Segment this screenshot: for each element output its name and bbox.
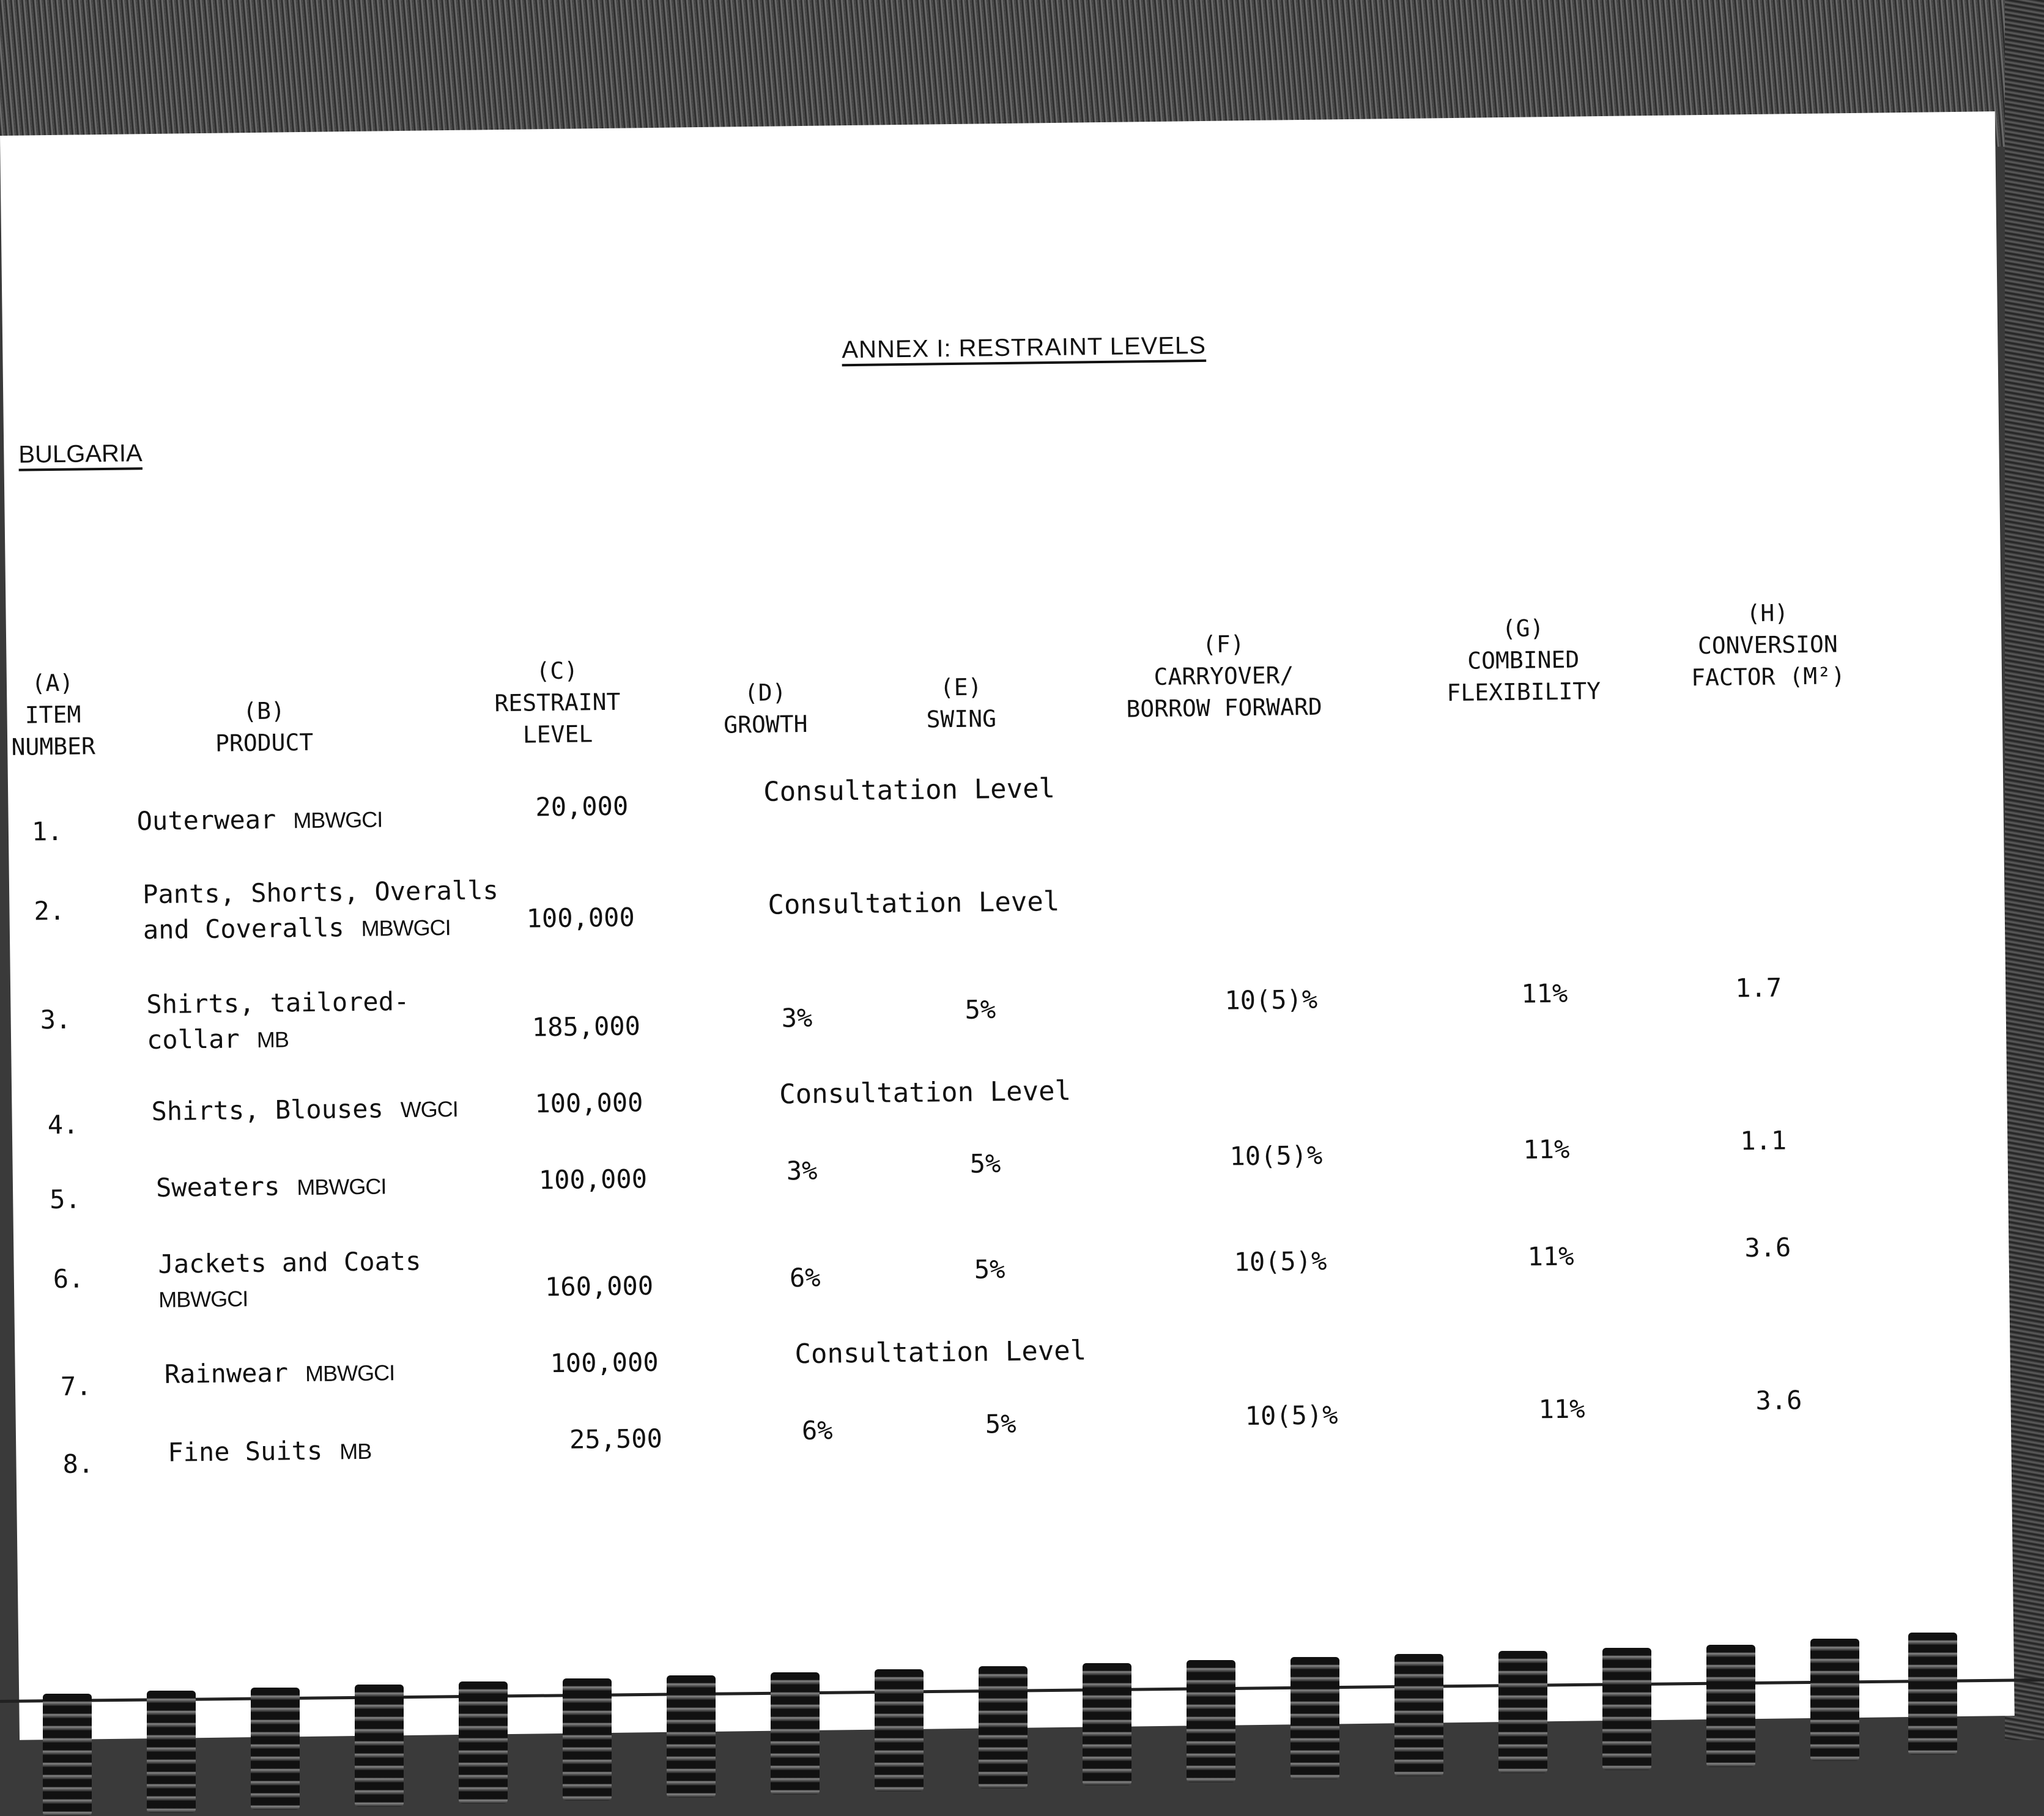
binding-ring (1083, 1663, 1131, 1785)
row-4-level: 100,000 (535, 1087, 643, 1119)
row-1-product: Outerwear MBWGCI (136, 804, 383, 836)
row-6-swing: 5% (974, 1254, 1005, 1285)
binding-ring (667, 1675, 716, 1798)
row-5-swing: 5% (969, 1148, 1001, 1179)
binding-ring (1706, 1645, 1755, 1767)
binding-ring (875, 1669, 924, 1792)
column-header-a: (A) ITEM NUMBER (11, 669, 96, 761)
row-7-item: 7. (60, 1371, 92, 1401)
row-8-growth: 6% (801, 1415, 833, 1446)
binding-ring (1394, 1654, 1443, 1776)
row-5-flexibility: 11% (1523, 1134, 1570, 1165)
column-header-f: (F) CARRYOVER/ BORROW FORWARD (1126, 630, 1322, 723)
binding-ring (563, 1678, 612, 1801)
binding-ring (355, 1685, 404, 1807)
binding-ring (1908, 1633, 1957, 1755)
binding-ring (251, 1688, 300, 1810)
column-header-b: (B) PRODUCT (215, 697, 314, 757)
row-7-consultation: Consultation Level (794, 1335, 1087, 1370)
row-2-consultation: Consultation Level (768, 885, 1060, 921)
binding-ring (1498, 1651, 1547, 1773)
binding-ring (43, 1694, 92, 1816)
row-6-item: 6. (53, 1263, 84, 1294)
row-6-flexibility: 11% (1527, 1241, 1574, 1272)
page-title: ANNEX I: RESTRAINT LEVELS (842, 331, 1207, 364)
row-2-product: Pants, Shorts, Overalls and Coveralls MBWGCI (142, 875, 499, 945)
row-3-level: 185,000 (531, 1011, 641, 1043)
row-8-level: 25,500 (569, 1423, 663, 1455)
binding-ring (771, 1672, 820, 1795)
row-6-growth: 6% (789, 1262, 821, 1293)
row-7-level: 100,000 (550, 1346, 659, 1379)
binding-ring (1810, 1639, 1859, 1761)
binding-ring (979, 1666, 1028, 1788)
country-heading: BULGARIA (18, 440, 143, 468)
row-3-flexibility: 11% (1521, 978, 1568, 1009)
column-header-g: (G) COMBINED FLEXIBILITY (1446, 615, 1601, 707)
row-5-growth: 3% (786, 1155, 818, 1186)
binding-ring (1187, 1660, 1235, 1782)
row-6-conversion: 3.6 (1744, 1232, 1791, 1263)
row-1-consultation: Consultation Level (763, 773, 1056, 808)
row-4-item: 4. (47, 1109, 79, 1140)
row-5-product: Sweaters MBWGCI (155, 1171, 387, 1203)
column-header-d: (D) GROWTH (723, 679, 808, 739)
row-3-growth: 3% (781, 1002, 813, 1033)
row-6-level: 160,000 (544, 1271, 654, 1302)
row-5-conversion: 1.1 (1739, 1125, 1787, 1156)
row-8-product: Fine Suits MB (168, 1435, 372, 1467)
row-7-product: Rainwear MBWGCI (164, 1357, 395, 1389)
row-5-level: 100,000 (538, 1164, 648, 1195)
column-header-c: (C) RESTRAINT LEVEL (494, 657, 621, 748)
row-6-carryover: 10(5)% (1234, 1246, 1327, 1277)
row-1-item: 1. (31, 816, 63, 847)
row-2-item: 2. (34, 895, 65, 926)
row-3-carryover: 10(5)% (1224, 984, 1318, 1016)
binding-ring (459, 1681, 508, 1804)
row-6-product: Jackets and Coats MBWGCI (158, 1246, 421, 1312)
binding-ring (147, 1691, 196, 1813)
binding-ring (1290, 1657, 1339, 1779)
binding-ring (1602, 1648, 1651, 1770)
column-header-h: (H) CONVERSION FACTOR (M²) (1690, 599, 1846, 692)
row-4-product: Shirts, Blouses WGCI (151, 1093, 459, 1127)
row-4-consultation: Consultation Level (779, 1075, 1072, 1110)
row-3-product: Shirts, tailored- collar MB (146, 986, 410, 1055)
row-8-flexibility: 11% (1538, 1393, 1585, 1425)
row-8-item: 8. (62, 1449, 94, 1479)
spiral-binding (0, 1565, 2044, 1740)
row-8-conversion: 3.6 (1755, 1385, 1802, 1416)
row-5-item: 5. (49, 1184, 81, 1215)
row-8-swing: 5% (985, 1408, 1016, 1439)
document-page (0, 111, 2015, 1740)
row-8-carryover: 10(5)% (1245, 1400, 1338, 1431)
row-5-carryover: 10(5)% (1229, 1140, 1323, 1172)
row-3-conversion: 1.7 (1735, 972, 1782, 1003)
row-3-swing: 5% (965, 994, 996, 1025)
column-header-e: (E) SWING (926, 673, 997, 733)
row-2-level: 100,000 (526, 902, 635, 934)
row-1-level: 20,000 (535, 791, 629, 822)
row-3-item: 3. (40, 1004, 72, 1035)
